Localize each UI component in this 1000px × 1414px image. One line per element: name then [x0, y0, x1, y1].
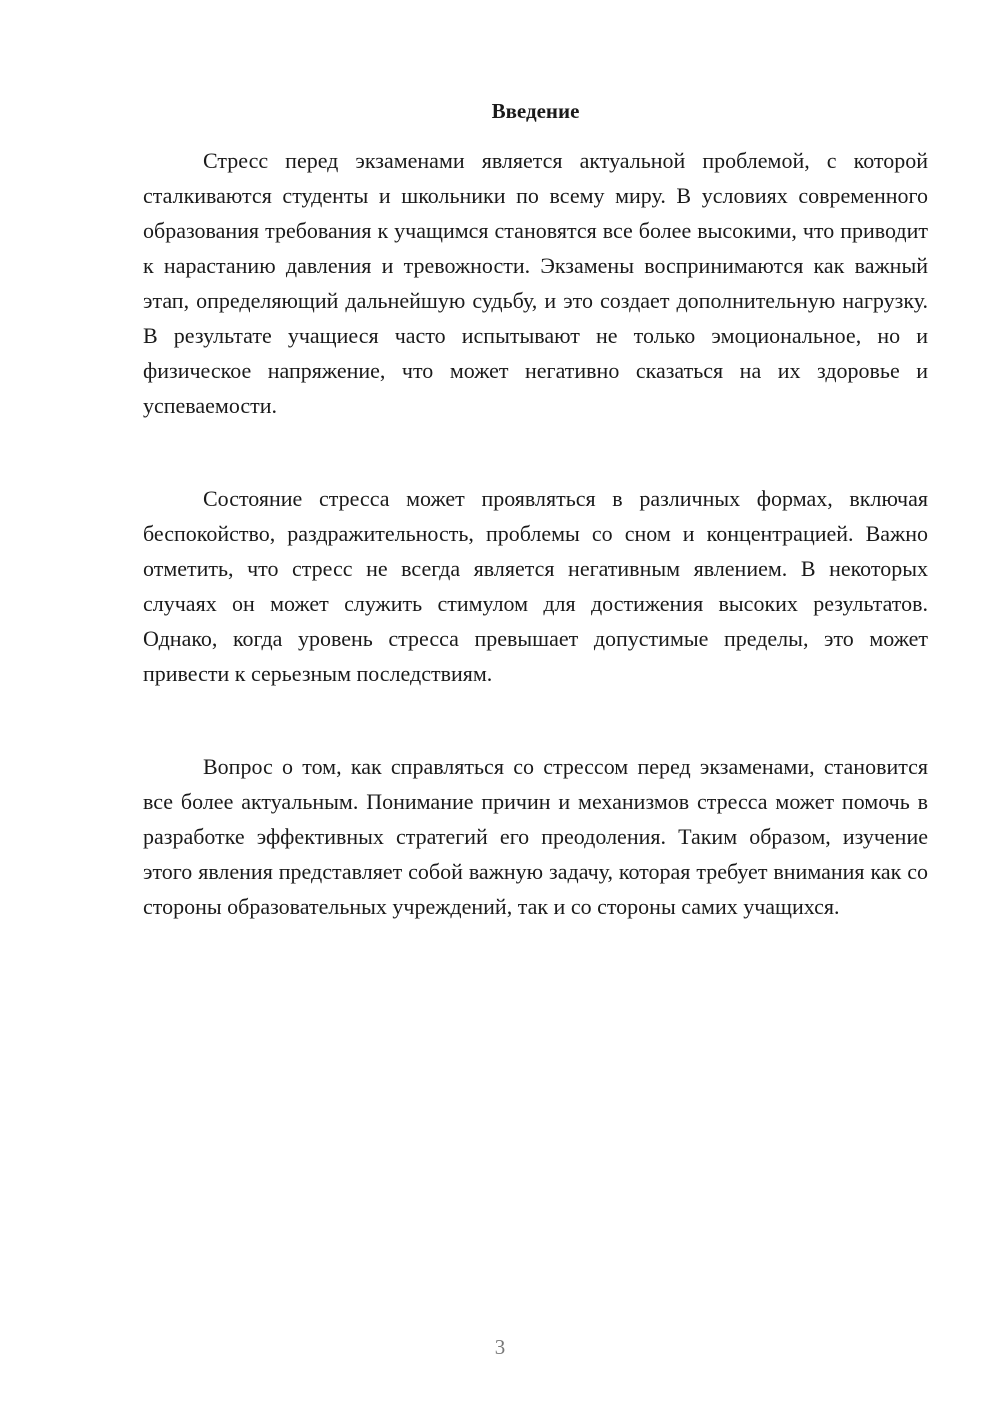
page-number: 3 [494, 1335, 506, 1359]
paragraph-2: Состояние стресса может проявляться в различных формах, включая беспокойство, раздражительность, проблемы со сном и концентрацией. Важно отметить, что стресс не всегда является негативным явлением. В некоторых случаях он может служить стимулом для достижения высоких результатов. Однако, когда уровень стресса превышает допустимые пределы, это может привести к серьезным последствиям. [143, 486, 928, 686]
paragraph-3: Вопрос о том, как справляться со стрессом перед экзаменами, становится все более актуальным. Понимание причин и механизмов стресса может помочь в разработке эффективных стратегий его преодоления. Таким образом, изучение этого явления представляет собой важную задачу, которая требует внимания как со стороны образовательных учреждений, так и со стороны самих учащихся. [143, 754, 928, 919]
paragraph-1: Стресс перед экзаменами является актуальной проблемой, с которой сталкиваются студенты и школьники по всему миру. В условиях современного образования требования к учащимся становятся все более высокими, что приводит к нарастанию давления и тревожности. Экзамены воспринимаются как важный этап, определяющий дальнейшую судьбу, и это создает дополнительную нагрузку. В результате учащиеся часто испытывают не только эмоциональное, но и физическое напряжение, что может негативно сказаться на их здоровье и успеваемости. [143, 148, 928, 418]
section-title: Введение [491, 99, 580, 123]
